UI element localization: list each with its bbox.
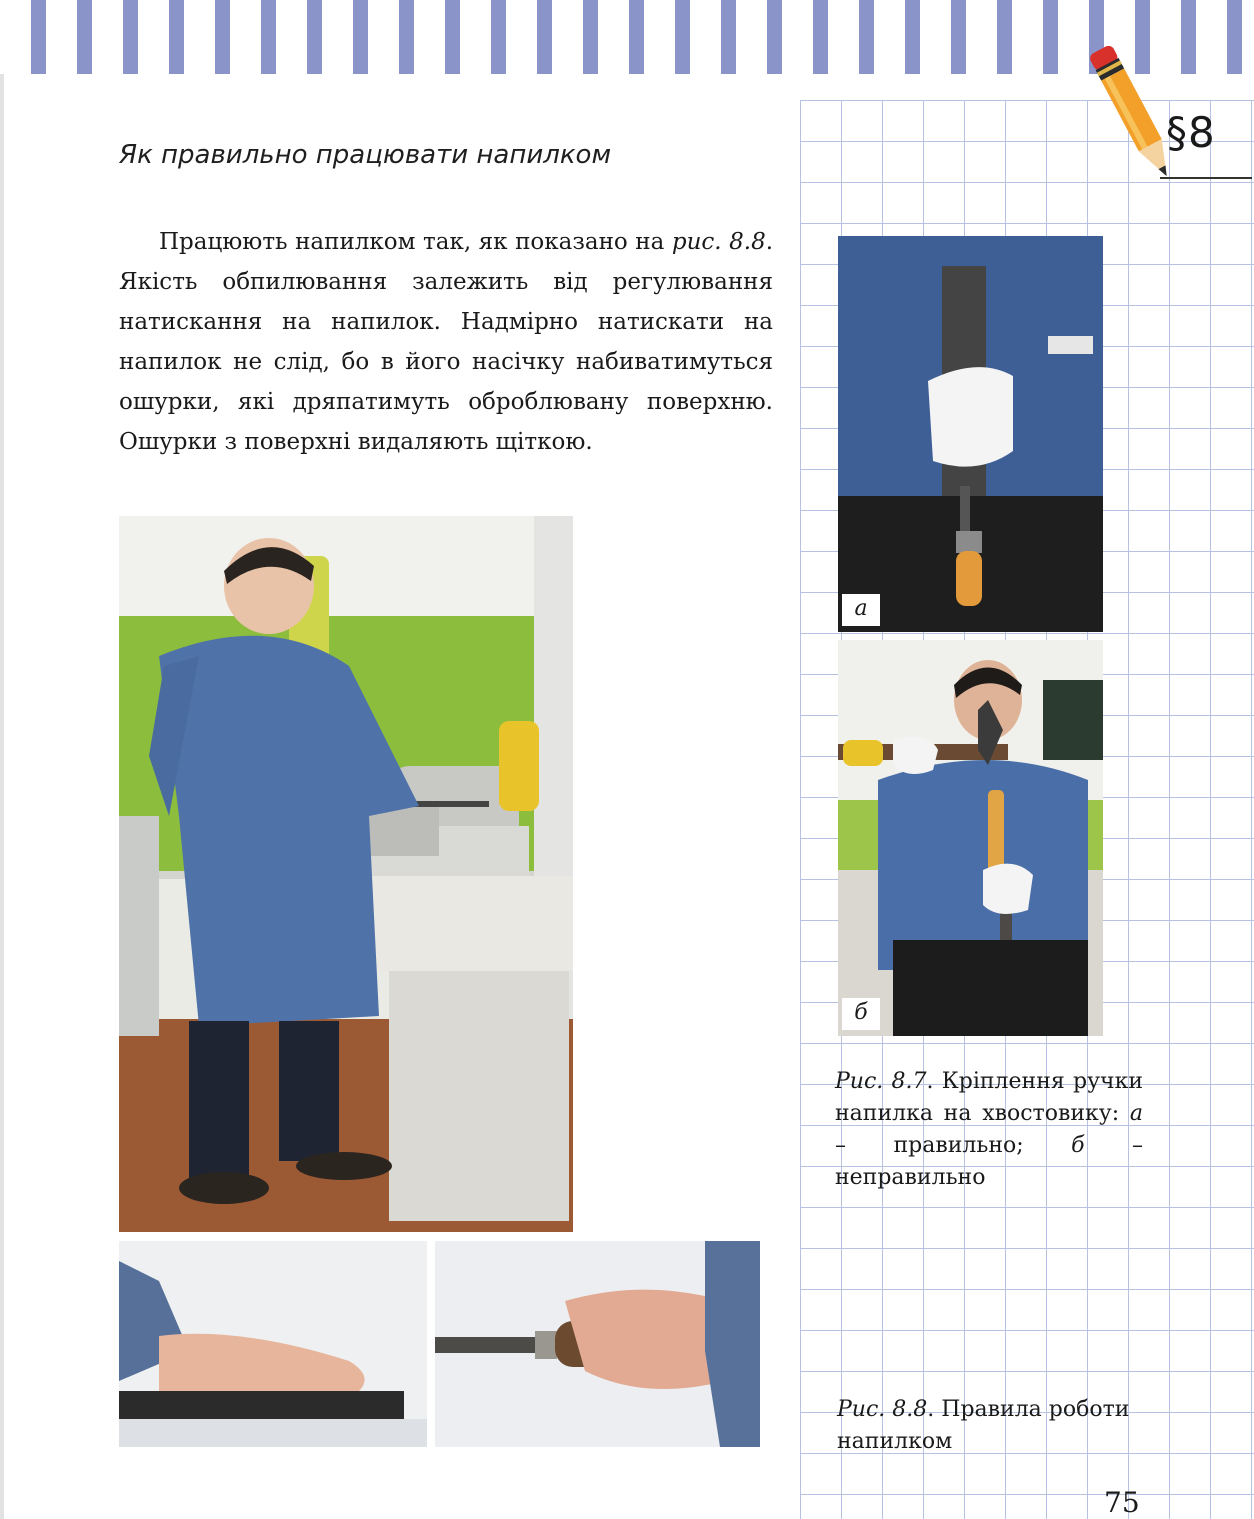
fig-8-7-text: . Кріплення ручки напилка на хвостовику: bbox=[835, 1069, 1143, 1126]
section-underline bbox=[1160, 177, 1252, 179]
paragraph-line1: Працюють напилком так, як показано на bbox=[159, 229, 665, 255]
figure-8-8-caption bbox=[837, 1394, 1147, 1458]
photo-wrong-handle-mounting bbox=[838, 640, 1103, 1036]
fig-8-8-text: . Правила роботи напилком bbox=[837, 1397, 1130, 1454]
photo-hand-holding-handle bbox=[435, 1241, 760, 1447]
photo-hand-pressing-file bbox=[119, 1241, 427, 1447]
figure-8-7-caption bbox=[835, 1066, 1143, 1194]
fig-8-7-ref: Рис. 8.7 bbox=[835, 1069, 927, 1094]
section-heading: Як правильно працювати напилком bbox=[119, 140, 612, 170]
fig-8-7-a: а bbox=[1129, 1101, 1143, 1126]
fig-8-7-b-text: – неправильно bbox=[835, 1133, 1144, 1190]
label-a: а bbox=[842, 594, 880, 626]
paragraph-rest: . Якість обпилювання залежить від регулювання натискання на напилок. Надмірно натискати на напилок не слід, бо в його насічку набиватимуться ошурки, які дряпатимуть оброблювану поверхню. Ошурки з поверхні видаляють щіткою. bbox=[119, 229, 774, 455]
photo-filing-at-vise bbox=[119, 516, 573, 1232]
fig-8-8-ref: Рис. 8.8 bbox=[837, 1397, 928, 1422]
label-b: б bbox=[842, 998, 880, 1030]
pencil-icon bbox=[1080, 20, 1180, 190]
photo-correct-handle-mounting bbox=[838, 236, 1103, 632]
body-paragraph bbox=[119, 222, 773, 462]
paragraph-fig-ref: рис. 8.8 bbox=[671, 229, 766, 255]
page-edge bbox=[0, 0, 4, 1519]
header-stripes bbox=[0, 0, 1254, 74]
page-number: 75 bbox=[1104, 1486, 1140, 1519]
fig-8-7-b: б bbox=[1071, 1133, 1085, 1158]
section-mark: §8 bbox=[1166, 108, 1216, 157]
fig-8-7-a-text: – правильно; bbox=[835, 1133, 1072, 1158]
